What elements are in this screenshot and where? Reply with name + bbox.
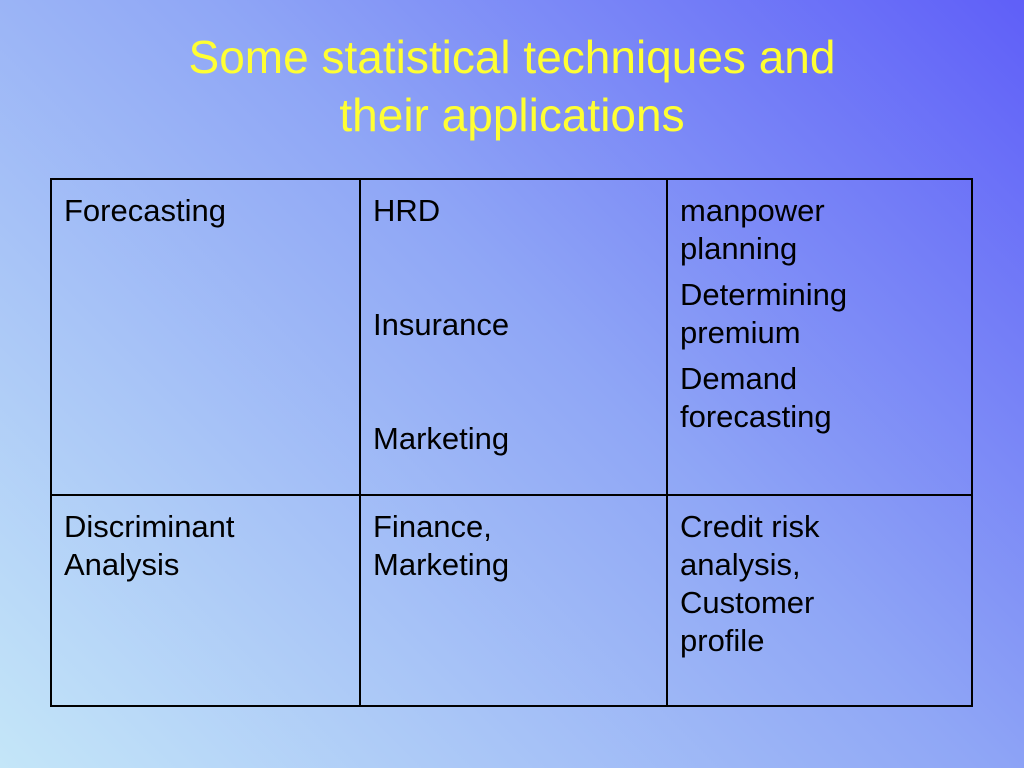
technique-cell-discriminant bbox=[52, 496, 361, 705]
area-item: Marketing bbox=[373, 421, 510, 456]
area-item: HRD bbox=[373, 193, 441, 228]
application-cell-forecasting bbox=[668, 180, 971, 496]
application-cell-discriminant bbox=[668, 496, 971, 705]
area-item: Insurance bbox=[373, 307, 510, 342]
area-cell-forecasting bbox=[361, 180, 668, 496]
application-item: Determining premium bbox=[680, 277, 848, 350]
title-line-2: their applications bbox=[339, 89, 685, 141]
title-line-1: Some statistical techniques and bbox=[188, 31, 836, 83]
slide-title bbox=[0, 28, 1024, 144]
technique-cell-forecasting bbox=[52, 180, 361, 496]
area-text: Finance, Marketing bbox=[373, 509, 510, 582]
application-item: manpower planning bbox=[680, 193, 825, 266]
area-cell-discriminant bbox=[361, 496, 668, 705]
technique-label: Forecasting bbox=[64, 193, 226, 228]
application-text: Credit risk analysis, Customer profile bbox=[680, 509, 820, 658]
techniques-table bbox=[50, 178, 973, 707]
technique-label: Discriminant Analysis bbox=[64, 509, 235, 582]
application-item: Demand forecasting bbox=[680, 361, 832, 434]
